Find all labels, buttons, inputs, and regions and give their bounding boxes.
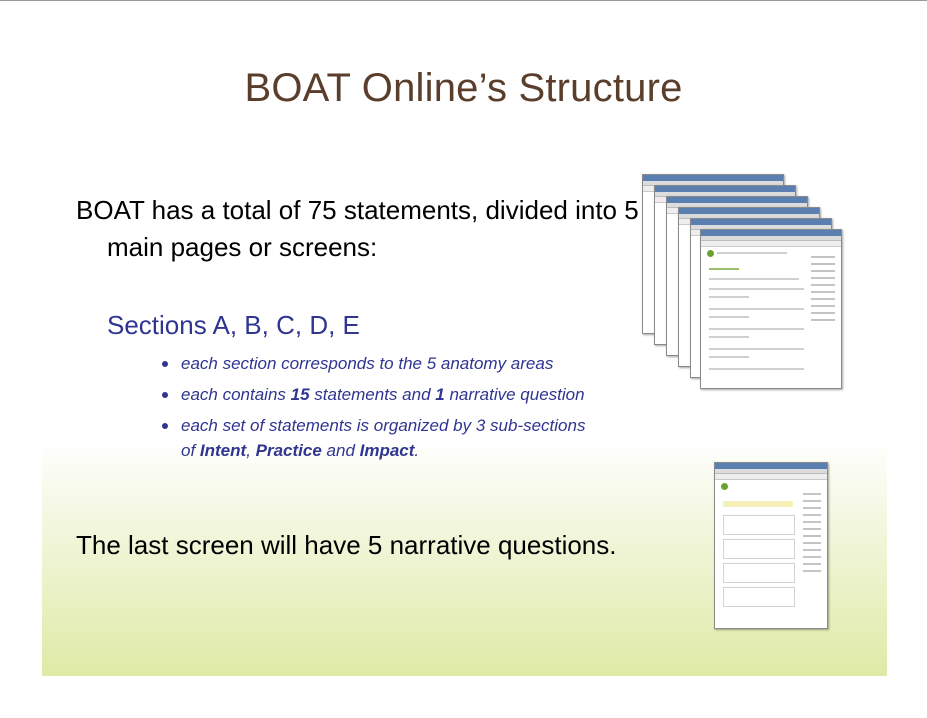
- bullet-item: each contains 15 statements and 1 narrative question: [162, 382, 602, 407]
- logo-icon: [707, 250, 714, 257]
- narrative-screen-image: [714, 462, 828, 629]
- bullet-item: each set of statements is organized by 3 sub-sections of Intent, Practice and Impact.: [162, 413, 602, 463]
- sections-heading: Sections A, B, C, D, E: [107, 310, 360, 340]
- bullet-list: [162, 351, 602, 469]
- stacked-screenshots-image: [642, 174, 842, 392]
- slide-title: BOAT Online’s Structure: [244, 66, 683, 110]
- bullet-dot-icon: [162, 423, 168, 429]
- bullet-item: each section corresponds to the 5 anatomy areas: [162, 351, 602, 376]
- closing-statement: The last screen will have 5 narrative questions.: [76, 530, 617, 560]
- bullet-dot-icon: [162, 392, 168, 398]
- logo-icon: [721, 483, 728, 490]
- bullet-dot-icon: [162, 361, 168, 367]
- top-divider: [0, 0, 927, 1]
- lead-statement: BOAT has a total of 75 statements, divided into 5 main pages or screens:: [76, 195, 639, 262]
- browser-screenshot-icon: [700, 229, 842, 389]
